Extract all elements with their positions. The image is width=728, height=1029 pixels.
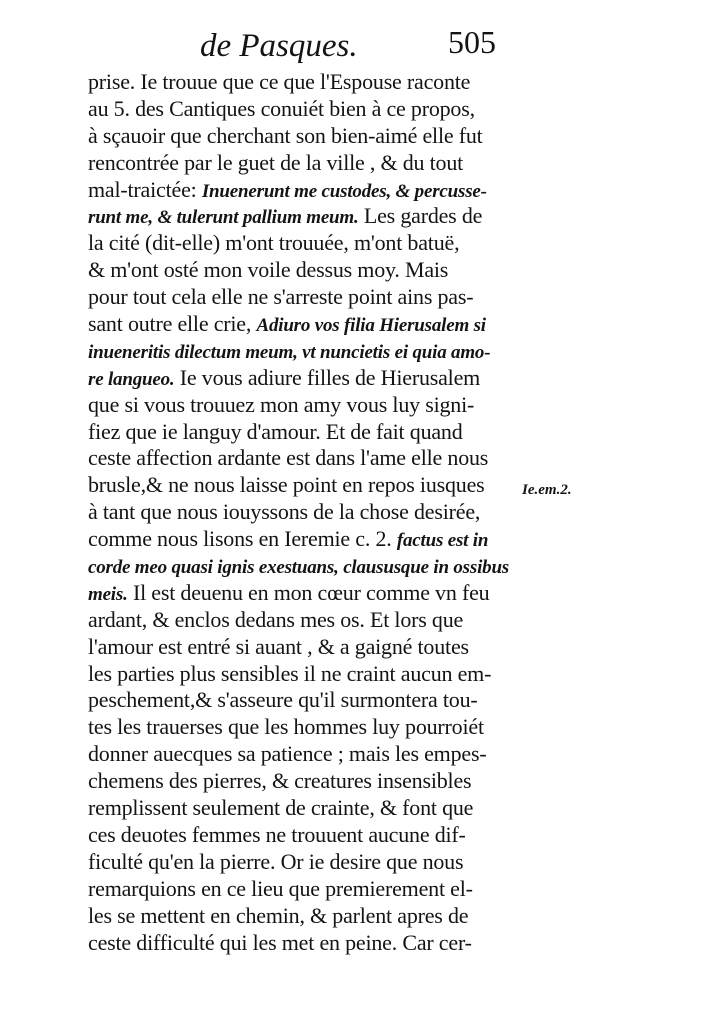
text-line [88, 445, 512, 472]
text-line [88, 714, 512, 741]
text-segment: prise. Ie trouue que ce que l'Espouse raconte [88, 69, 471, 94]
running-title: de Pasques. [200, 28, 358, 64]
text-line [88, 96, 512, 123]
latin-quotation: corde meo quasi ignis exestuans, claususque in ossibus [88, 557, 510, 579]
text-segment: ficulté qu'en la pierre. Or ie desire que nous [88, 848, 464, 874]
margin-note: Ie.em.2. [522, 482, 572, 498]
text-segment: les parties plus sensibles il ne craint aucun em- [88, 660, 492, 686]
text-segment: remplissent seulement de crainte, & font que [88, 795, 474, 821]
text-segment: ces deuotes femmes ne trouuent aucune dif- [88, 821, 466, 847]
text-line [88, 338, 512, 365]
text-line [88, 177, 512, 204]
running-header [200, 24, 520, 70]
body-text [88, 69, 512, 956]
latin-quotation: factus est in [396, 530, 489, 552]
text-segment: donner auecques sa patience ; mais les empes- [88, 741, 487, 767]
text-line [88, 499, 512, 526]
text-line [88, 903, 512, 930]
text-line [88, 392, 512, 419]
text-segment: ardant, & enclos dedans mes os. Et lors que [88, 606, 464, 632]
text-line [88, 257, 512, 284]
latin-quotation: Adiuro vos filia Hierusalem si [256, 315, 486, 337]
text-segment: brusle,& ne nous laisse point en repos iusques [88, 472, 485, 498]
latin-quotation: inueneritis dilectum meum, vt nuncietis ei quia amo- [88, 341, 491, 363]
text-line [88, 607, 512, 634]
text-line [88, 741, 512, 768]
text-line [88, 472, 512, 499]
text-line [88, 311, 512, 338]
text-line [88, 661, 512, 688]
text-line [88, 580, 512, 607]
text-line [88, 876, 512, 903]
text-segment: & m'ont osté mon voile dessus moy. Mais [88, 257, 449, 283]
text-segment: la cité (dit-elle) m'ont trouuée, m'ont batuë, [88, 230, 460, 256]
text-line [88, 930, 512, 957]
text-line [88, 284, 512, 311]
text-line [88, 849, 512, 876]
text-segment: tes les trauerses que les hommes luy pourroiét [88, 714, 484, 740]
text-segment: ceste affection ardante est dans l'ame elle nous [88, 445, 489, 471]
text-segment: fiez que ie languy d'amour. Et de fait quand [88, 418, 463, 444]
text-segment: pour tout cela elle ne s'arreste point ains pas- [88, 284, 474, 310]
text-line [88, 687, 512, 714]
text-line [88, 419, 512, 446]
text-segment: remarquions en ce lieu que premierement el- [88, 875, 473, 901]
latin-quotation: meis. [88, 583, 128, 605]
text-segment: à sçauoir que cherchant son bien-aimé elle fut [88, 122, 483, 148]
latin-quotation: runt me, & tulerunt pallium meum. [88, 207, 359, 229]
text-segment: peschement,& s'asseure qu'il surmontera tou- [88, 687, 478, 713]
text-line [88, 822, 512, 849]
text-segment: rencontrée par le guet de la ville , & du tout [88, 149, 464, 175]
text-line [88, 69, 512, 96]
text-line [88, 230, 512, 257]
text-line [88, 553, 512, 580]
text-segment: que si vous trouuez mon amy vous luy signi- [88, 391, 475, 417]
text-segment: ceste difficulté qui les met en peine. Car cer- [88, 929, 472, 955]
latin-quotation: Inuenerunt me custodes, & percusse- [201, 180, 487, 202]
text-line [88, 768, 512, 795]
text-line [88, 150, 512, 177]
text-line [88, 634, 512, 661]
page-number: 505 [448, 24, 496, 60]
text-line [88, 123, 512, 150]
text-segment: les se mettent en chemin, & parlent apres de [88, 902, 469, 928]
text-line [88, 526, 512, 553]
text-segment: l'amour est entré si auant , & a gaigné toutes [88, 633, 469, 659]
text-segment: à tant que nous iouyssons de la chose desirée, [88, 499, 481, 525]
text-segment: au 5. des Cantiques conuiét bien à ce propos, [88, 95, 475, 121]
text-line [88, 365, 512, 392]
text-segment: sant outre elle crie, [88, 311, 257, 337]
text-segment: Ie vous adiure filles de Hierusalem [174, 364, 481, 390]
text-line [88, 795, 512, 822]
latin-quotation: re langueo. [88, 368, 175, 390]
text-segment: chemens des pierres, & creatures insensibles [88, 768, 472, 794]
text-segment: comme nous lisons en Ieremie c. 2. [88, 526, 397, 552]
text-segment: Il est deuenu en mon cœur comme vn feu [127, 579, 490, 605]
text-segment: Les gardes de [358, 203, 483, 229]
text-segment: mal-traictée: [88, 176, 202, 202]
text-line [88, 203, 512, 230]
